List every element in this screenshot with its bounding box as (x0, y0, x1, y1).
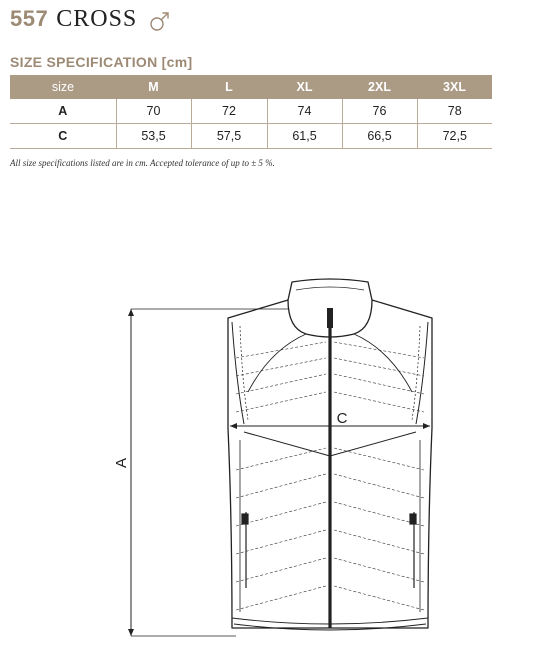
row-label-a: A (10, 99, 116, 124)
tolerance-note: All size specifications listed are in cm. Accepted tolerance of up to ± 5 %. (10, 158, 275, 168)
table-cell: 61,5 (267, 124, 342, 149)
model-code: 557 (10, 6, 49, 31)
dimension-a-label: A (113, 457, 130, 469)
model-name: CROSS (56, 6, 138, 32)
dimension-c-label: C (336, 410, 348, 427)
size-header-m: M (116, 75, 191, 99)
table-cell: 57,5 (191, 124, 267, 149)
size-header-3xl: 3XL (417, 75, 492, 99)
table-cell: 70 (116, 99, 191, 124)
size-header-xl: XL (267, 75, 342, 99)
table-cell: 66,5 (342, 124, 417, 149)
size-header-label: size (10, 75, 116, 99)
size-header-l: L (191, 75, 267, 99)
table-cell: 72 (191, 99, 267, 124)
row-label-c: C (10, 124, 116, 149)
table-cell: 78 (417, 99, 492, 124)
table-cell: 53,5 (116, 124, 191, 149)
table-cell: 74 (267, 99, 342, 124)
table-cell: 76 (342, 99, 417, 124)
center-zipper (327, 308, 333, 628)
size-spec-title: SIZE SPECIFICATION [cm] (10, 54, 193, 70)
size-header-2xl: 2XL (342, 75, 417, 99)
table-cell: 72,5 (417, 124, 492, 149)
